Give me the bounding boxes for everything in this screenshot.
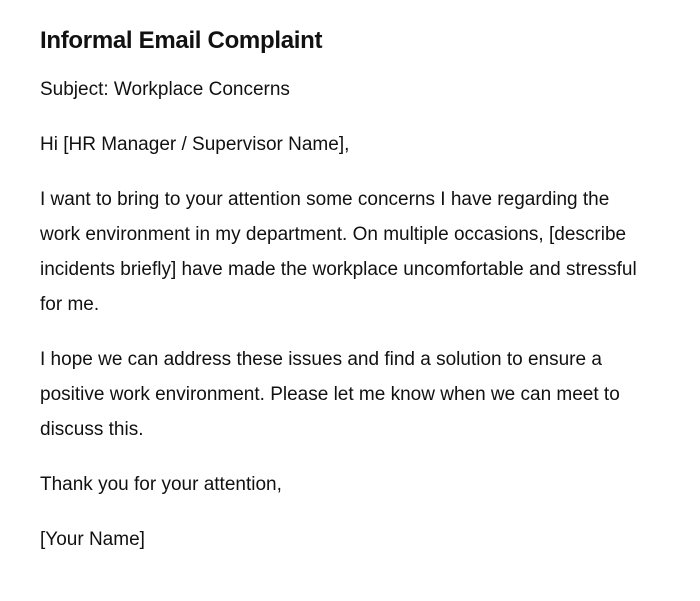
email-subject-line: Subject: Workplace Concerns [40, 79, 290, 100]
email-body-paragraph-2: I hope we can address these issues and find a solution to ensure a positive work environment. Please let me know when we can meet to discuss this. [40, 349, 620, 440]
email-template-document [40, 24, 650, 577]
email-signature: [Your Name] [40, 529, 145, 550]
document-title: Informal Email Complaint [40, 27, 323, 54]
email-body-paragraph-1: I want to bring to your attention some concerns I have regarding the work environment in my department. On multiple occasions, [describe incidents briefly] have made the workplace uncomfortable and stressful for me. [40, 189, 637, 315]
email-closing: Thank you for your attention, [40, 474, 282, 495]
email-greeting: Hi [HR Manager / Supervisor Name], [40, 134, 350, 155]
